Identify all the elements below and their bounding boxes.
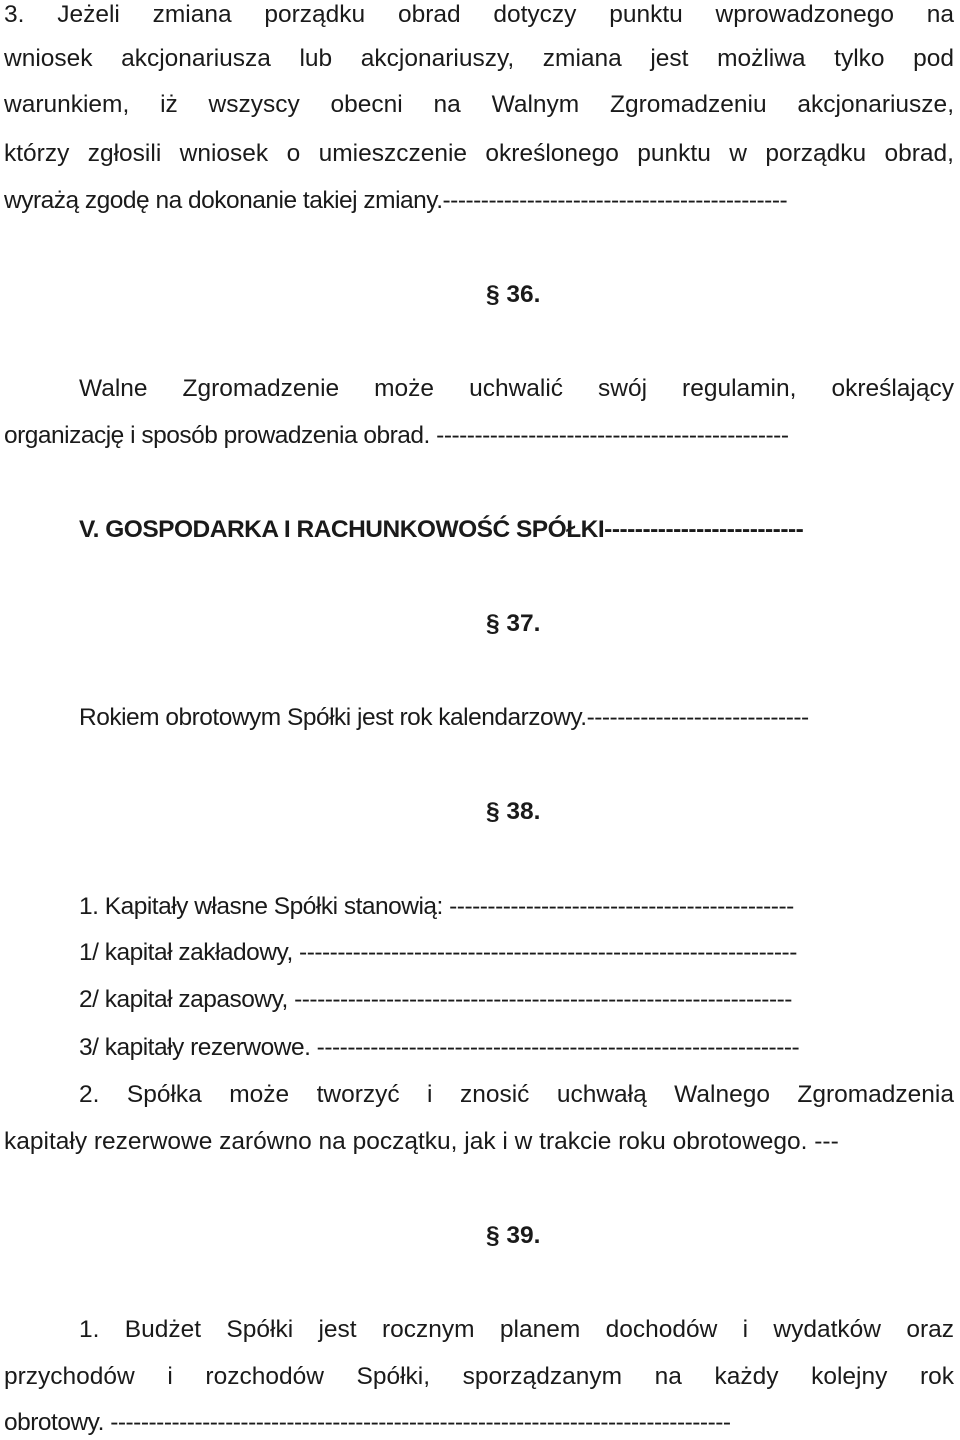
paragraph-line: 1. Budżet Spółki jest rocznym planem dochodów i wydatków oraz bbox=[79, 1316, 954, 1343]
list-item: 2/ kapitał zapasowy, ----------------------------------------------------------------- bbox=[79, 986, 792, 1013]
paragraph-line: przychodów i rozchodów Spółki, sporządzanym na każdy kolejny rok bbox=[4, 1363, 954, 1390]
list-item: 1. Kapitały własne Spółki stanowią: --------------------------------------------- bbox=[79, 893, 794, 920]
list-item: 3/ kapitały rezerwowe. --------------------------------------------------------------- bbox=[79, 1034, 800, 1061]
section-heading-37: § 37. bbox=[486, 610, 541, 637]
paragraph-line: 2. Spółka może tworzyć i znosić uchwałą Walnego Zgromadzenia bbox=[79, 1081, 954, 1108]
paragraph-line: 3. Jeżeli zmiana porządku obrad dotyczy punktu wprowadzonego na bbox=[4, 1, 954, 28]
paragraph-line: wyrażą zgodę na dokonanie takiej zmiany.--------------------------------------------- bbox=[4, 187, 788, 214]
paragraph-line: organizację i sposób prowadzenia obrad. ---------------------------------------------- bbox=[4, 422, 789, 449]
paragraph-line: warunkiem, iż wszyscy obecni na Walnym Zgromadzeniu akcjonariusze, bbox=[4, 91, 954, 118]
paragraph-line: którzy zgłosili wniosek o umieszczenie określonego punktu w porządku obrad, bbox=[4, 140, 954, 167]
section-heading-39: § 39. bbox=[486, 1222, 541, 1249]
paragraph-line: kapitały rezerwowe zarówno na początku, jak i w trakcie roku obrotowego. --- bbox=[4, 1128, 839, 1155]
chapter-heading: V. GOSPODARKA I RACHUNKOWOŚĆ SPÓŁKI-------------------------- bbox=[79, 516, 804, 543]
paragraph-line: wniosek akcjonariusza lub akcjonariuszy, zmiana jest możliwa tylko pod bbox=[4, 45, 954, 72]
section-heading-38: § 38. bbox=[486, 798, 541, 825]
paragraph-line: Rokiem obrotowym Spółki jest rok kalendarzowy.----------------------------- bbox=[79, 704, 809, 731]
section-heading-36: § 36. bbox=[486, 281, 541, 308]
list-item: 1/ kapitał zakładowy, ----------------------------------------------------------------- bbox=[79, 939, 797, 966]
paragraph-line: obrotowy. --------------------------------------------------------------------------------- bbox=[4, 1409, 731, 1436]
paragraph-line: Walne Zgromadzenie może uchwalić swój regulamin, określający bbox=[79, 375, 954, 402]
